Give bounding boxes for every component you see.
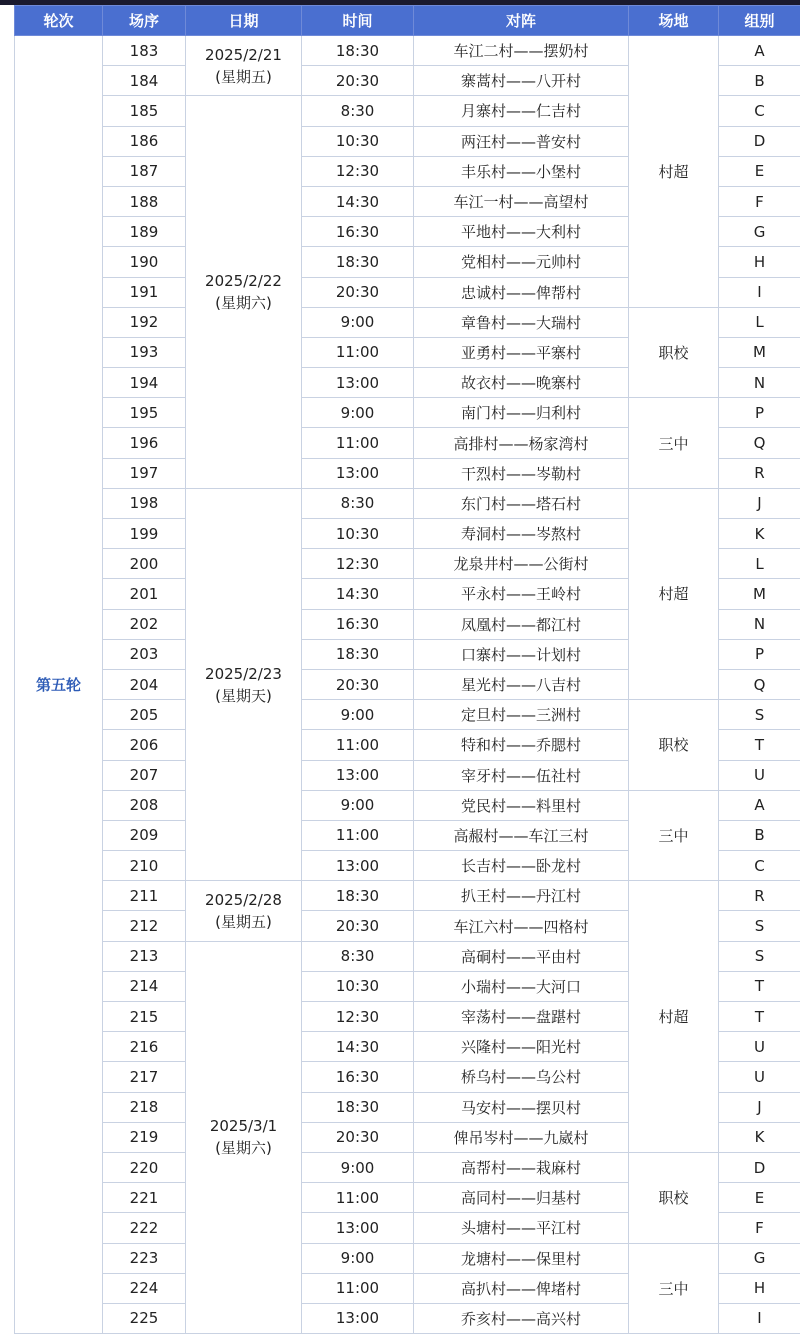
match-number: 191 (103, 277, 186, 307)
match-number: 216 (103, 1032, 186, 1062)
group-cell: F (719, 1213, 800, 1243)
match-time: 13:00 (302, 760, 414, 790)
match-time: 9:00 (302, 700, 414, 730)
group-cell: T (719, 1002, 800, 1032)
match-number: 198 (103, 488, 186, 518)
group-cell: N (719, 368, 800, 398)
match-number: 187 (103, 156, 186, 186)
match-time: 9:00 (302, 1243, 414, 1273)
group-cell: R (719, 458, 800, 488)
matchup: 长吉村——卧龙村 (414, 851, 629, 881)
match-time: 12:30 (302, 549, 414, 579)
match-number: 196 (103, 428, 186, 458)
group-cell: B (719, 66, 800, 96)
match-time: 9:00 (302, 398, 414, 428)
group-cell: K (719, 1122, 800, 1152)
matchup: 两汪村——普安村 (414, 126, 629, 156)
header-matchup: 对阵 (414, 6, 629, 36)
matchup: 寿洞村——岑熬村 (414, 519, 629, 549)
matchup: 车江六村——四格村 (414, 911, 629, 941)
group-cell: N (719, 609, 800, 639)
date-value: 2025/2/28 (205, 890, 282, 909)
group-cell: E (719, 1183, 800, 1213)
match-time: 14:30 (302, 1032, 414, 1062)
match-number: 184 (103, 66, 186, 96)
venue-cell: 村超 (629, 488, 719, 699)
group-cell: Q (719, 428, 800, 458)
table-row (15, 700, 800, 730)
date-value: 2025/2/22 (205, 272, 282, 291)
match-time: 14:30 (302, 579, 414, 609)
matchup: 车江一村——高望村 (414, 186, 629, 216)
match-number: 214 (103, 971, 186, 1001)
match-number: 192 (103, 307, 186, 337)
match-time: 13:00 (302, 851, 414, 881)
table-row (15, 488, 800, 518)
match-time: 10:30 (302, 971, 414, 1001)
match-number: 183 (103, 36, 186, 66)
matchup: 月寨村——仁吉村 (414, 96, 629, 126)
group-cell: P (719, 398, 800, 428)
group-cell: U (719, 760, 800, 790)
venue-cell: 村超 (629, 36, 719, 308)
venue-cell: 职校 (629, 700, 719, 791)
header-row (15, 6, 800, 36)
group-cell: S (719, 700, 800, 730)
matchup: 扒王村——丹江村 (414, 881, 629, 911)
match-time: 12:30 (302, 156, 414, 186)
match-number: 203 (103, 639, 186, 669)
date-cell (186, 881, 302, 941)
group-cell: T (719, 971, 800, 1001)
group-cell: C (719, 851, 800, 881)
date-cell (186, 488, 302, 880)
match-number: 211 (103, 881, 186, 911)
match-time: 18:30 (302, 639, 414, 669)
group-cell: G (719, 217, 800, 247)
match-number: 207 (103, 760, 186, 790)
group-cell: S (719, 941, 800, 971)
match-time: 8:30 (302, 488, 414, 518)
matchup: 特和村——乔腮村 (414, 730, 629, 760)
venue-cell: 三中 (629, 398, 719, 489)
matchup: 头塘村——平江村 (414, 1213, 629, 1243)
match-time: 13:00 (302, 1213, 414, 1243)
venue-cell: 三中 (629, 1243, 719, 1334)
matchup: 小瑞村——大河口 (414, 971, 629, 1001)
match-number: 195 (103, 398, 186, 428)
table-row (15, 398, 800, 428)
date-weekday: (星期五) (215, 912, 272, 931)
venue-cell: 三中 (629, 790, 719, 881)
matchup: 乔亥村——高兴村 (414, 1303, 629, 1333)
date-weekday: (星期天) (215, 686, 272, 705)
match-number: 197 (103, 458, 186, 488)
date-value: 2025/3/1 (209, 1117, 278, 1136)
match-number: 217 (103, 1062, 186, 1092)
group-cell: H (719, 247, 800, 277)
date-cell (186, 941, 302, 1333)
matchup: 南门村——归利村 (414, 398, 629, 428)
match-number: 186 (103, 126, 186, 156)
matchup: 高赧村——车江三村 (414, 820, 629, 850)
matchup: 高帮村——栽麻村 (414, 1152, 629, 1182)
schedule-table (14, 5, 800, 1334)
venue-cell: 村超 (629, 881, 719, 1153)
match-time: 11:00 (302, 730, 414, 760)
match-number: 220 (103, 1152, 186, 1182)
match-time: 11:00 (302, 820, 414, 850)
matchup: 章鲁村——大瑞村 (414, 307, 629, 337)
matchup: 龙泉井村——公街村 (414, 549, 629, 579)
matchup: 高同村——归基村 (414, 1183, 629, 1213)
match-number: 189 (103, 217, 186, 247)
match-number: 213 (103, 941, 186, 971)
table-row (15, 881, 800, 911)
matchup: 高排村——杨家湾村 (414, 428, 629, 458)
schedule-body (15, 36, 800, 1334)
match-number: 222 (103, 1213, 186, 1243)
group-cell: L (719, 549, 800, 579)
group-cell: Q (719, 669, 800, 699)
table-row (15, 36, 800, 66)
group-cell: U (719, 1032, 800, 1062)
match-time: 11:00 (302, 428, 414, 458)
match-time: 16:30 (302, 609, 414, 639)
match-number: 188 (103, 186, 186, 216)
matchup: 平地村——大利村 (414, 217, 629, 247)
match-number: 199 (103, 519, 186, 549)
match-number: 209 (103, 820, 186, 850)
match-time: 20:30 (302, 911, 414, 941)
matchup: 宰牙村——伍社村 (414, 760, 629, 790)
match-time: 18:30 (302, 1092, 414, 1122)
group-cell: H (719, 1273, 800, 1303)
group-cell: C (719, 96, 800, 126)
match-time: 10:30 (302, 126, 414, 156)
match-time: 16:30 (302, 1062, 414, 1092)
matchup: 寨蒿村——八开村 (414, 66, 629, 96)
group-cell: A (719, 790, 800, 820)
group-cell: M (719, 337, 800, 367)
header-match-no: 场序 (103, 6, 186, 36)
matchup: 亚勇村——平寨村 (414, 337, 629, 367)
match-time: 8:30 (302, 941, 414, 971)
matchup: 党民村——料里村 (414, 790, 629, 820)
group-cell: U (719, 1062, 800, 1092)
match-number: 205 (103, 700, 186, 730)
date-value: 2025/2/23 (205, 664, 282, 683)
matchup: 党相村——元帅村 (414, 247, 629, 277)
table-row (15, 790, 800, 820)
group-cell: K (719, 519, 800, 549)
match-time: 14:30 (302, 186, 414, 216)
venue-cell: 职校 (629, 307, 719, 398)
group-cell: M (719, 579, 800, 609)
group-cell: F (719, 186, 800, 216)
date-cell (186, 96, 302, 488)
match-number: 200 (103, 549, 186, 579)
group-cell: D (719, 126, 800, 156)
match-number: 224 (103, 1273, 186, 1303)
group-cell: P (719, 639, 800, 669)
group-cell: I (719, 1303, 800, 1333)
match-time: 20:30 (302, 66, 414, 96)
matchup: 龙塘村——保里村 (414, 1243, 629, 1273)
match-time: 8:30 (302, 96, 414, 126)
group-cell: I (719, 277, 800, 307)
match-time: 13:00 (302, 1303, 414, 1333)
group-cell: D (719, 1152, 800, 1182)
group-cell: G (719, 1243, 800, 1273)
date-weekday: (星期六) (215, 294, 272, 313)
matchup: 俾吊岑村——九崴村 (414, 1122, 629, 1152)
match-time: 18:30 (302, 36, 414, 66)
matchup: 星光村——八吉村 (414, 669, 629, 699)
match-number: 219 (103, 1122, 186, 1152)
matchup: 马安村——摆贝村 (414, 1092, 629, 1122)
match-time: 12:30 (302, 1002, 414, 1032)
matchup: 定旦村——三洲村 (414, 700, 629, 730)
date-weekday: (星期六) (215, 1139, 272, 1158)
match-number: 202 (103, 609, 186, 639)
matchup: 丰乐村——小堡村 (414, 156, 629, 186)
date-weekday: (星期五) (215, 67, 272, 86)
header-date: 日期 (186, 6, 302, 36)
matchup: 兴隆村——阳光村 (414, 1032, 629, 1062)
date-value: 2025/2/21 (205, 45, 282, 64)
header-group: 组别 (719, 6, 800, 36)
match-time: 9:00 (302, 1152, 414, 1182)
group-cell: T (719, 730, 800, 760)
matchup: 高扒村——俾堵村 (414, 1273, 629, 1303)
group-cell: L (719, 307, 800, 337)
match-time: 20:30 (302, 277, 414, 307)
match-number: 223 (103, 1243, 186, 1273)
matchup: 平永村——王岭村 (414, 579, 629, 609)
match-time: 18:30 (302, 247, 414, 277)
table-row (15, 307, 800, 337)
group-cell: R (719, 881, 800, 911)
group-cell: S (719, 911, 800, 941)
match-number: 206 (103, 730, 186, 760)
date-cell (186, 36, 302, 96)
match-time: 9:00 (302, 790, 414, 820)
matchup: 口寨村——计划村 (414, 639, 629, 669)
match-time: 20:30 (302, 669, 414, 699)
venue-cell: 职校 (629, 1152, 719, 1243)
match-number: 201 (103, 579, 186, 609)
match-time: 10:30 (302, 519, 414, 549)
match-time: 13:00 (302, 368, 414, 398)
group-cell: J (719, 1092, 800, 1122)
match-time: 11:00 (302, 1273, 414, 1303)
round-label: 第五轮 (15, 36, 103, 1334)
matchup: 凤凰村——都江村 (414, 609, 629, 639)
match-number: 208 (103, 790, 186, 820)
table-row (15, 1243, 800, 1273)
matchup: 车江二村——摆奶村 (414, 36, 629, 66)
header-round: 轮次 (15, 6, 103, 36)
match-number: 204 (103, 669, 186, 699)
group-cell: E (719, 156, 800, 186)
match-time: 11:00 (302, 337, 414, 367)
match-number: 194 (103, 368, 186, 398)
match-number: 185 (103, 96, 186, 126)
match-number: 225 (103, 1303, 186, 1333)
matchup: 干烈村——岑勒村 (414, 458, 629, 488)
matchup: 故衣村——晚寨村 (414, 368, 629, 398)
match-number: 210 (103, 851, 186, 881)
group-cell: A (719, 36, 800, 66)
match-time: 18:30 (302, 881, 414, 911)
match-time: 11:00 (302, 1183, 414, 1213)
group-cell: B (719, 820, 800, 850)
match-time: 16:30 (302, 217, 414, 247)
match-number: 212 (103, 911, 186, 941)
match-time: 9:00 (302, 307, 414, 337)
match-time: 20:30 (302, 1122, 414, 1152)
header-time: 时间 (302, 6, 414, 36)
matchup: 桥乌村——乌公村 (414, 1062, 629, 1092)
matchup: 高硐村——平由村 (414, 941, 629, 971)
match-number: 215 (103, 1002, 186, 1032)
match-number: 193 (103, 337, 186, 367)
match-time: 13:00 (302, 458, 414, 488)
matchup: 忠诚村——俾帮村 (414, 277, 629, 307)
table-row (15, 1152, 800, 1182)
group-cell: J (719, 488, 800, 518)
header-venue: 场地 (629, 6, 719, 36)
match-number: 190 (103, 247, 186, 277)
match-number: 221 (103, 1183, 186, 1213)
matchup: 宰荡村——盘踸村 (414, 1002, 629, 1032)
matchup: 东门村——塔石村 (414, 488, 629, 518)
match-number: 218 (103, 1092, 186, 1122)
